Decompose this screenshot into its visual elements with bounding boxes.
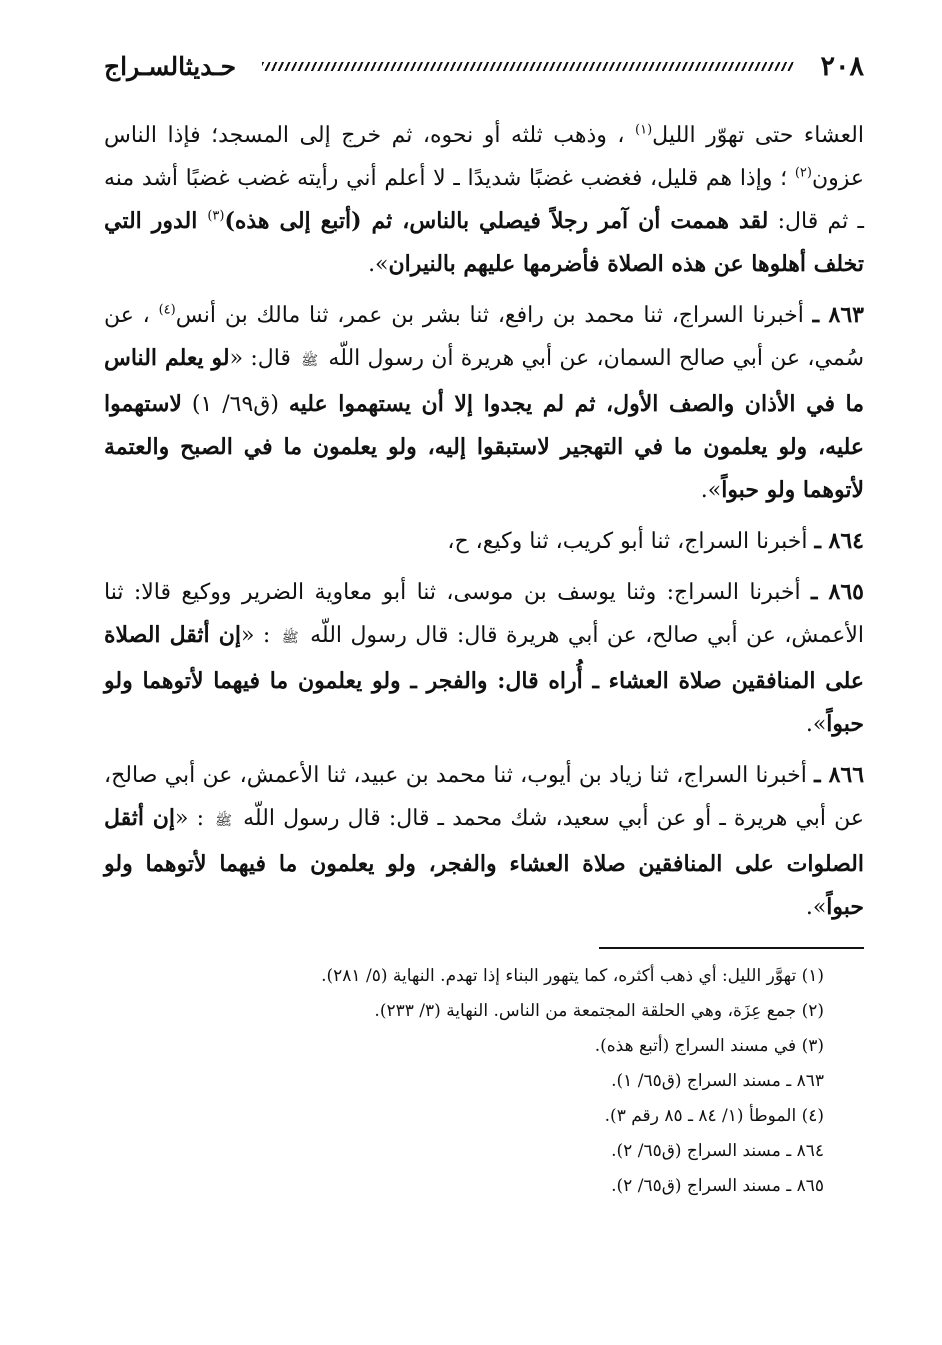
footnote-line: (٣) في مسند السراج (أتبع هذه). (594, 1036, 824, 1056)
header-rule (262, 62, 794, 71)
footnote-ref: (٣) (207, 208, 225, 224)
footnote-line: (١) تهوَّر الليل: أي ذهب أكثره، كما يتهور البناء إذا تهدم. النهاية (٥/ ٢٨١). (321, 966, 824, 986)
text-run: ؛ وإذا هم قليل، فغضب غضبًا شديدًا ـ لا أعلم أني رأيته غضب غضبًا أشد منه ـ ثم قال: (104, 166, 864, 234)
hadith-863 (104, 294, 864, 512)
footnote-line: ٨٦٤ ـ مسند السراج (ق٦٥/ ٢). (611, 1141, 824, 1161)
text-run: ». (805, 895, 827, 920)
text-run: قال: « (229, 346, 299, 371)
page-header (104, 40, 864, 92)
hadith-number: ٨٦٦ ـ (814, 762, 865, 788)
hadith-quote: لقد هممت أن آمر رجلاً فيصلي بالناس، ثم (أتبع إلى هذه) (224, 208, 769, 234)
text-run: أخبرنا السراج، ثنا أبو كريب، ثنا وكيع، ح، (447, 529, 815, 554)
hadith-quote: إن أثقل الصلوات على المنافقين صلاة العشاء والفجر، ولو يعلمون ما فيهما لأتوهما ولو حبواً (104, 805, 864, 920)
footnote-ref: (٢) (794, 165, 812, 181)
text-run: أخبرنا السراج: وثنا يوسف بن موسى، ثنا أبو معاوية الضرير ووكيع قالا: ثنا الأعمش، عن أبي صالح، عن أبي هريرة قال: قال رسول اللّه (104, 580, 864, 648)
hadith-number: ٨٦٣ ـ (812, 302, 864, 328)
salla-glyph: ﷺ (281, 630, 299, 646)
footnote-line: ٨٦٣ ـ مسند السراج (ق٦٥/ ١). (611, 1071, 824, 1091)
footnote-ref: (١) (635, 122, 653, 138)
hadith-866 (104, 754, 864, 929)
text-run: أخبرنا السراج، ثنا محمد بن رافع، ثنا بشر بن عمر، ثنا مالك بن أنس (175, 303, 813, 328)
text-run: ». (368, 252, 389, 277)
hadith-quote: إن أثقل الصلاة على المنافقين صلاة العشاء ـ أُراه قال: والفجر ـ ولو يعلمون ما فيهما لأتوهما ولو حبواً (104, 622, 864, 737)
running-title: حـديثالسـراج (104, 51, 237, 81)
text-run: : « (241, 623, 279, 648)
hadith-number: ٨٦٤ ـ (814, 528, 864, 554)
text-run: أخبرنا السراج، ثنا زياد بن أيوب، ثنا محمد بن عبيد، ثنا الأعمش، عن أبي صالح، عن أبي هريرة ـ أو عن أبي سعيد، شك محمد ـ قال: قال رسول اللّه (104, 763, 864, 831)
paragraph-continuation (104, 114, 864, 286)
footnote-ref: (٤) (158, 302, 176, 318)
hadith-864 (104, 520, 864, 563)
body-text (104, 114, 864, 929)
hadith-865 (104, 571, 864, 746)
hadith-quote: لاستهموا عليه، ولو يعلمون ما في التهجير لاستبقوا إليه، ولو يعلمون ما في الصبح والعتمة لأتوهما ولو حبواً (104, 391, 864, 503)
hadith-quote: لو يعلم الناس ما في الأذان والصف الأول، ثم لم يجدوا إلا أن يستهموا عليه (104, 345, 865, 417)
text-run: ». (700, 478, 722, 503)
page-number: ٢٠٨ (820, 50, 864, 82)
hadith-number: ٨٦٥ ـ (811, 579, 864, 605)
text-run: ». (805, 712, 827, 737)
text-run: (ق٦٩/ ١) (181, 392, 289, 417)
footnote-line: (٤) الموطأ (١/ ٨٤ ـ ٨٥ رقم ٣). (604, 1106, 824, 1126)
footnote-line: ٨٦٥ ـ مسند السراج (ق٦٥/ ٢). (611, 1176, 824, 1196)
text-run: ، عن سُمي، عن أبي صالح السمان، عن أبي هريرة أن رسول اللّه (104, 303, 865, 371)
footnotes (104, 959, 864, 1204)
footnote-divider (599, 947, 864, 949)
salla-glyph: ﷺ (301, 353, 319, 369)
hadith-quote: الدور التي تخلف أهلوها عن هذه الصلاة فأضرمها عليهم بالنيران (104, 208, 864, 277)
text-run: العشاء حتى تهوّر الليل (652, 123, 865, 148)
text-run: : « (175, 806, 213, 831)
text-run: ، وذهب ثلثه أو نحوه، ثم خرج إلى المسجد؛ فإذا الناس عزون (104, 123, 864, 191)
book-page (104, 40, 864, 1330)
footnote-line: (٢) جمع عِزَة، وهي الحلقة المجتمعة من الناس. النهاية (٣/ ٢٣٣). (374, 1001, 824, 1021)
salla-glyph: ﷺ (215, 813, 233, 829)
